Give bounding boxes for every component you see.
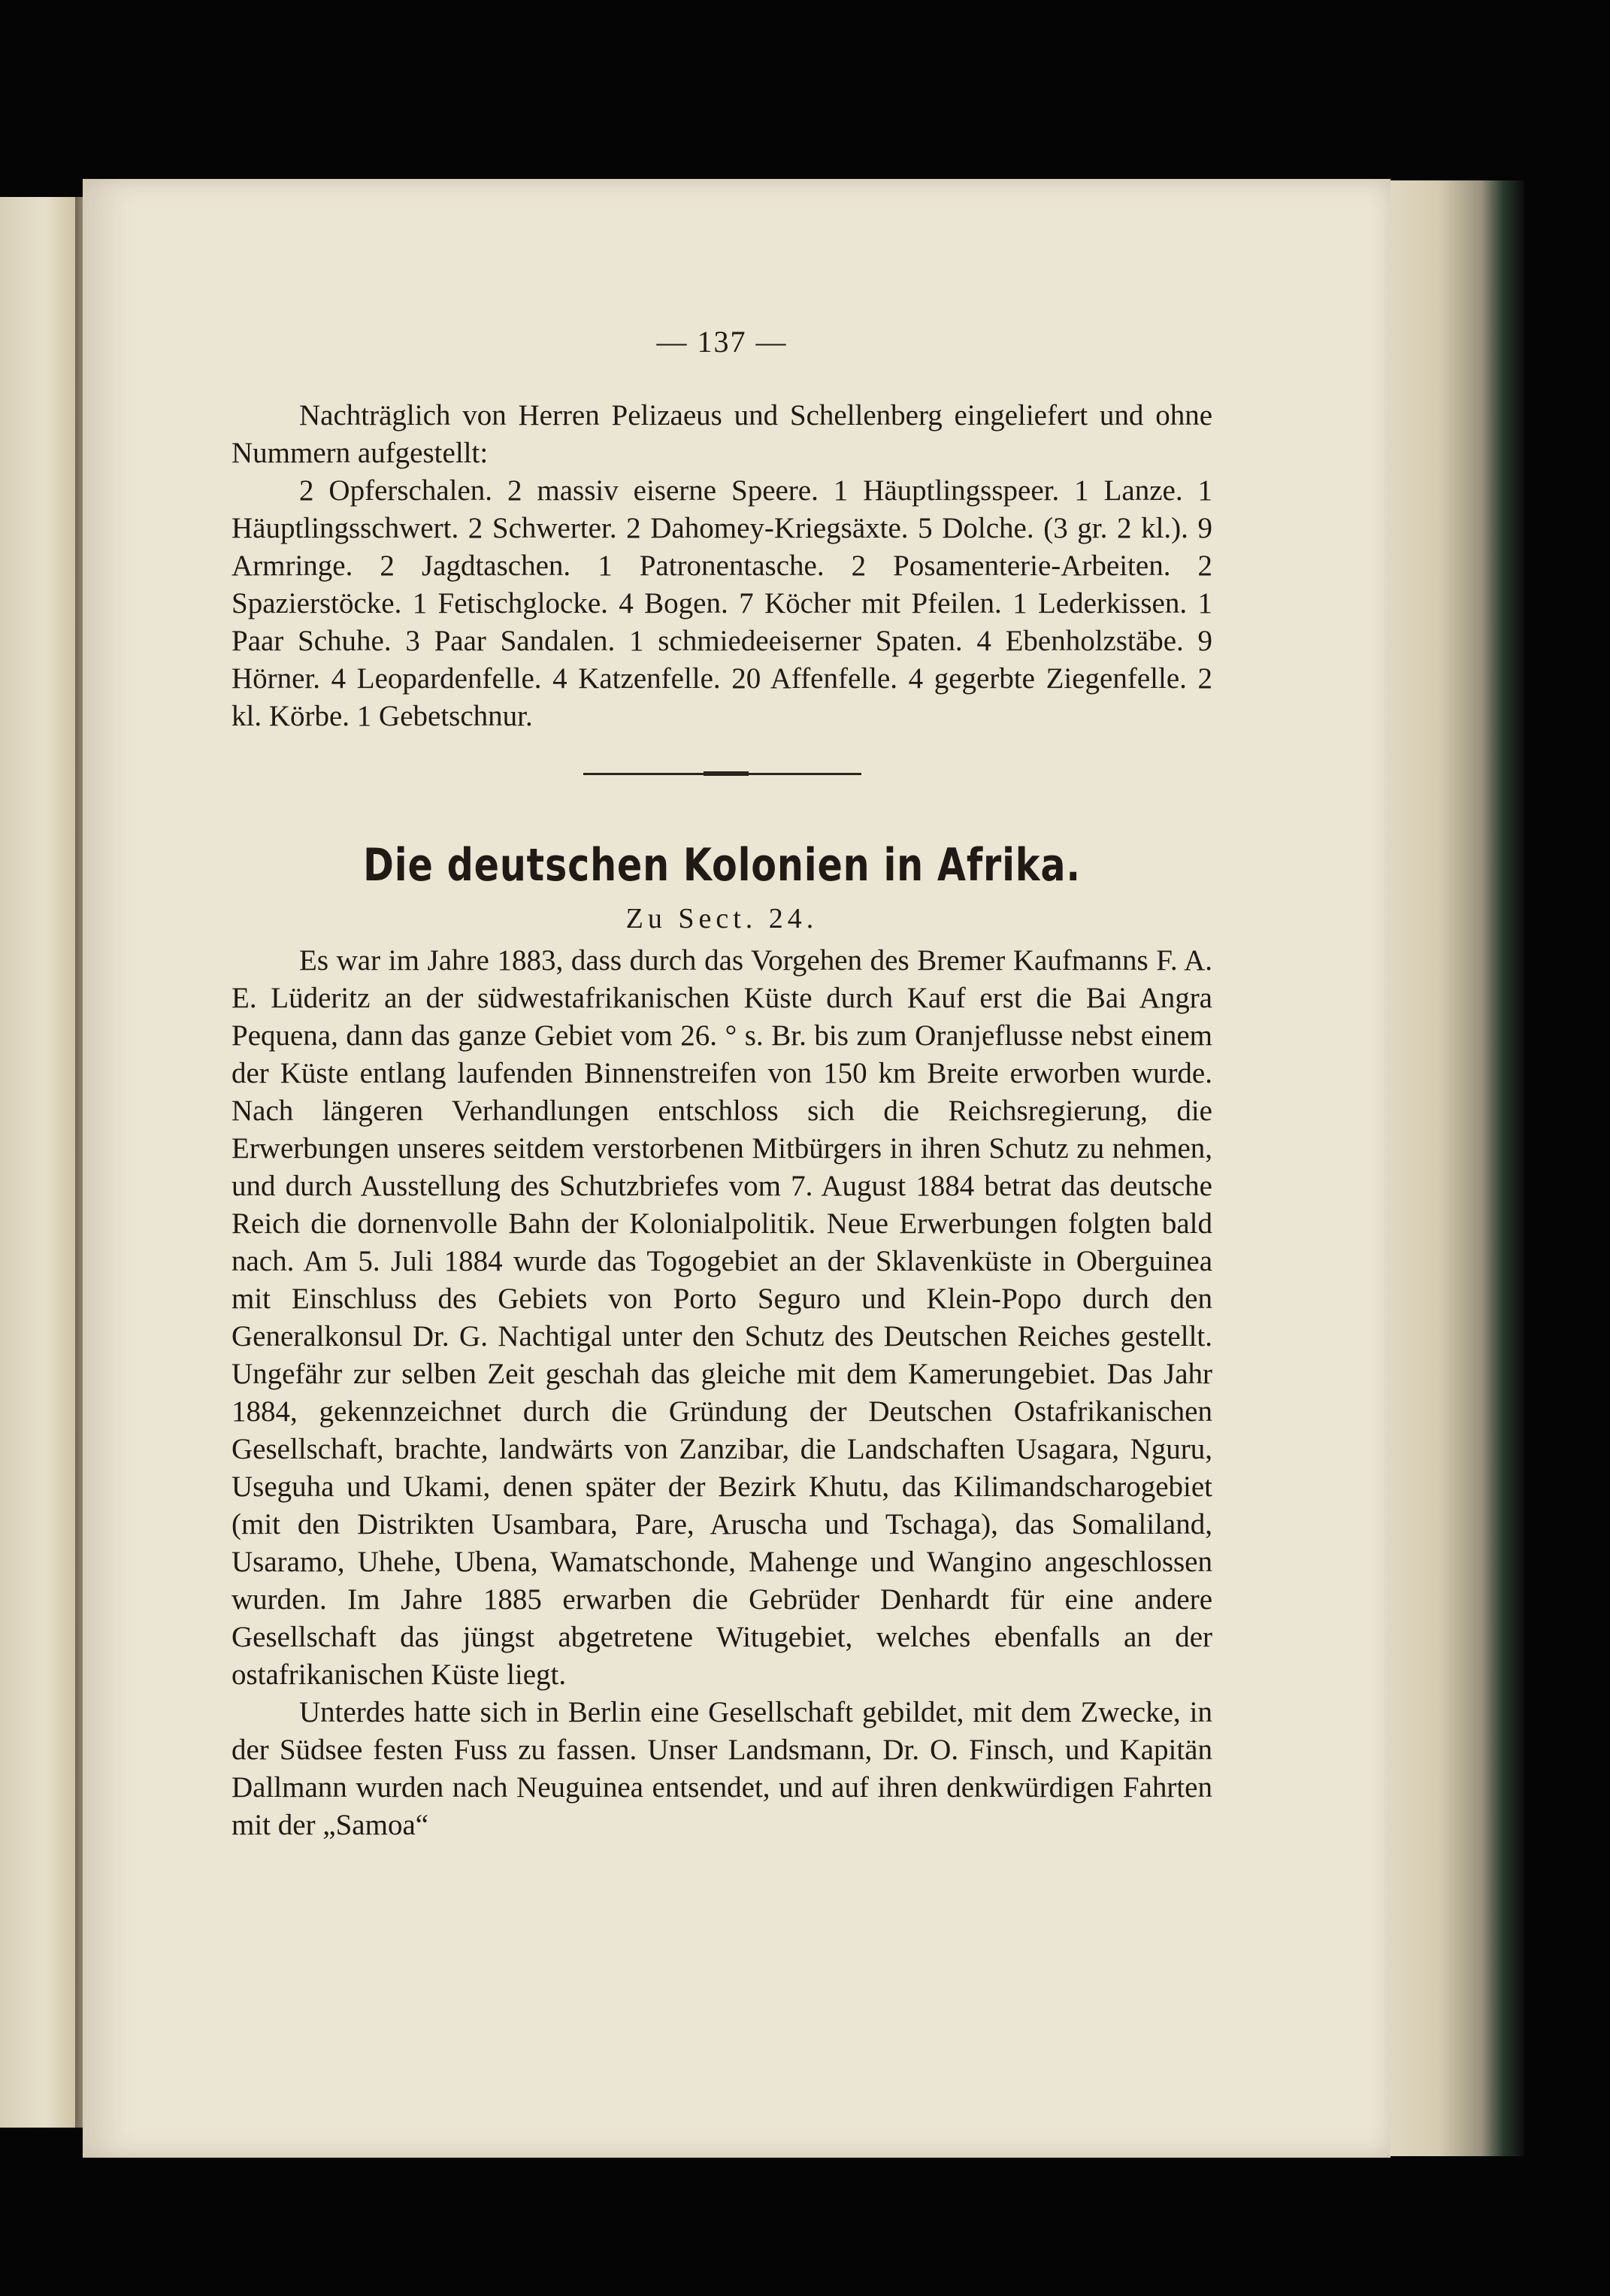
intro-paragraph: Nachträglich von Herren Pelizaeus und Schellenberg eingeliefert und ohne Nummern aufgestellt: [232,399,1212,469]
section-title: Die deutschen Kolonien in Afrika. [363,839,1081,892]
left-page-edge [0,197,75,2128]
section-subtitle: Zu Sect. 24. [625,903,819,934]
page-number: — 137 — [656,325,788,359]
body-paragraph-1: Es war im Jahre 1883, dass durch das Vorgehen des Bremer Kaufmanns F. A. E. Lüderitz an der südwestafrikanischen Küste durch Kauf erst die Bai Angra Pequena, dann das ganze Gebiet vom 26. ° s. Br. bis zum Oranjeflusse nebst einem der Küste entlang laufenden Binnenstreifen von 150 km Breite erworben wurde. Nach längeren Verhandlungen entschloss sich die Reichsregierung, die Erwerbungen unseres seitdem verstorbenen Mitbürgers in ihren Schutz zu nehmen, und durch Ausstellung des Schutzbriefes vom 7. August 1884 betrat das deutsche Reich die dornenvolle Bahn der Kolonialpolitik. Neue Erwerbungen folgten bald nach. Am 5. Juli 1884 wurde das Togogebiet an der Sklavenküste in Oberguinea mit Einschluss des Gebiets von Porto Seguro und Klein-Popo durch den Generalkonsul Dr. G. Nachtigal unter den Schutz des Deutschen Reiches gestellt. Ungefähr zur selben Zeit geschah das gleiche mit dem Kamerungebiet. Das Jahr 1884, gekennzeichnet durch die Gründung der Deutschen Ostafrikanischen Gesellschaft, brachte, landwärts von Zanzibar, die Landschaften Usagara, Nguru, Useguha und Ukami, denen später der Bezirk Khutu, das Kilimandscharogebiet (mit den Distrikten Usambara, Pare, Aruscha und Tschaga), das Somaliland, Usaramo, Uhehe, Ubena, Wamatschonde, Mahenge und Wangino angeschlossen wurden. Im Jahre 1885 erwarben die Gebrüder Denhardt für eine andere Gesellschaft das jüngst abgetretene Witugebiet, welches ebenfalls an der ostafrikanischen Küste liegt. [232,944,1212,1691]
item-list-paragraph: 2 Opferschalen. 2 massiv eiserne Speere. 1 Häuptlingsspeer. 1 Lanze. 1 Häuptlingsschwert. 2 Schwerter. 2 Dahomey-Kriegsäxte. 5 Dolche. (3 gr. 2 kl.). 9 Armringe. 2 Jagdtaschen. 1 Patronentasche. 2 Posamenterie-Arbeiten. 2 Spazierstöcke. 1 Fetischglocke. 4 Bogen. 7 Köcher mit Pfeilen. 1 Lederkissen. 1 Paar Schuhe. 3 Paar Sandalen. 1 schmiedeeiserner Spaten. 4 Ebenholzstäbe. 9 Hörner. 4 Leopardenfelle. 4 Katzenfelle. 20 Affenfelle. 4 gegerbte Ziegenfelle. 2 kl. Körbe. 1 Gebetschnur. [232,474,1212,732]
page-text-block [232,323,1212,1844]
page-stack-edge [1382,180,1524,2156]
body-paragraph-2: Unterdes hatte sich in Berlin eine Gesellschaft gebildet, mit dem Zwecke, in der Südsee festen Fuss zu fassen. Unser Landsmann, Dr. O. Finsch, und Kapitän Dallmann wurden nach Neuguinea entsendet, und auf ihren denkwürdigen Fahrten mit der „Samoa“ [232,1696,1212,1841]
section-divider [583,773,861,775]
